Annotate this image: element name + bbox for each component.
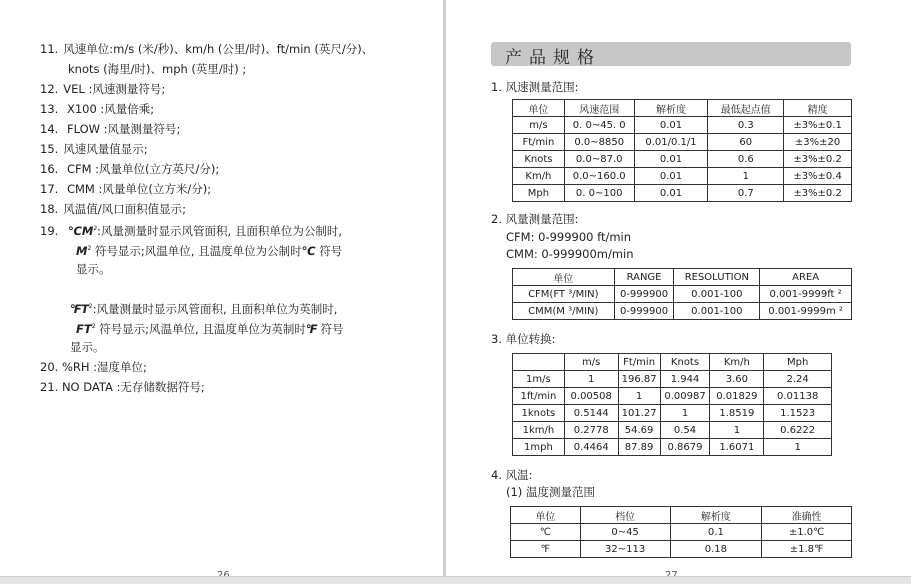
item-text: 显示。 [70, 340, 105, 354]
table-cell: 2.24 [764, 371, 832, 388]
item-text: 显示。 [76, 262, 111, 276]
table-cell: Ft/min [513, 134, 565, 151]
table-cell: 0.01829 [710, 388, 764, 405]
cmm-range: CMM: 0-999900m/min [506, 247, 634, 261]
table-cell: Km/h [513, 168, 565, 185]
table-cell: 0. 0~45. 0 [564, 117, 634, 134]
table-cell: 1mph [513, 439, 565, 456]
column-header: 解析度 [670, 507, 762, 524]
column-header: Km/h [710, 354, 764, 371]
table-cell: Knots [513, 151, 565, 168]
item-text: 符号显示;风温单位, 且温度单位为公制时 [91, 244, 302, 258]
table-cell: 0.6 [708, 151, 784, 168]
table-cell: 0.7 [708, 185, 784, 202]
table-cell: 1 [708, 168, 784, 185]
ft-symbol: ℉T [70, 302, 89, 316]
list-item [40, 182, 211, 196]
fahrenheit-symbol: ℉ [305, 322, 317, 336]
section-1-heading: 1. 风速测量范围: [491, 80, 579, 94]
column-header: AREA [760, 269, 852, 286]
table-cell: CMM(M ³/MIN) [513, 303, 615, 320]
column-header: 档位 [580, 507, 670, 524]
table-cell: 1km/h [513, 422, 565, 439]
table-cell: 1 [710, 422, 764, 439]
item-text: knots (海里/时)、mph (英里/时) ; [68, 62, 247, 76]
table-cell: 1ft/min [513, 388, 565, 405]
table-cell: ±1.8℉ [762, 541, 852, 558]
table-cell: 0.001-100 [674, 303, 760, 320]
table-row [513, 388, 832, 405]
item-number: 11. [40, 42, 59, 56]
table-cell: Mph [513, 185, 565, 202]
wind-speed-table [512, 99, 852, 202]
table-row [513, 117, 852, 134]
ft2-superscript: 2 [91, 323, 96, 330]
item-text: :风量测量时显示风管面积, 且面积单位为英制时, [92, 302, 338, 316]
column-header: 单位 [513, 269, 615, 286]
list-item-19-line5 [76, 320, 343, 336]
item-text: 符号 [316, 322, 344, 336]
table-cell: 0.01 [634, 117, 708, 134]
table-cell: 0. 0~100 [564, 185, 634, 202]
column-header: Mph [764, 354, 832, 371]
table-cell: 1m/s [513, 371, 565, 388]
column-header: Knots [660, 354, 710, 371]
column-header: 单位 [511, 507, 581, 524]
section-2-heading: 2. 风量测量范围: [491, 212, 579, 226]
column-header: 单位 [513, 100, 565, 117]
table-cell: 0.0~87.0 [564, 151, 634, 168]
table-cell: ℃ [511, 524, 581, 541]
table-cell: 0-999900 [614, 303, 674, 320]
table-cell: 0.01 [634, 185, 708, 202]
item-text: X100 :风量倍乘; [63, 102, 155, 116]
table-cell: 101.27 [618, 405, 660, 422]
table-cell: 0.5144 [564, 405, 618, 422]
section-4-heading: 4. 风温: [491, 468, 533, 482]
table-cell: CFM(FT ³/MIN) [513, 286, 615, 303]
table-row [513, 405, 832, 422]
table-row [511, 524, 852, 541]
column-header: 准确性 [762, 507, 852, 524]
item-number: 14. [40, 122, 59, 136]
list-item-21 [40, 380, 205, 394]
table-cell: 0.3 [708, 117, 784, 134]
column-header: Ft/min [618, 354, 660, 371]
cm-symbol: ℃M [67, 224, 94, 238]
table-row [513, 168, 852, 185]
item-text: VEL :风速测量符号; [63, 82, 166, 96]
table-row [513, 371, 832, 388]
celsius-symbol: ℃ [301, 244, 316, 258]
item-number: 17. [40, 182, 59, 196]
table-cell: 196.87 [618, 371, 660, 388]
list-item [40, 82, 165, 96]
m-superscript: 2 [87, 245, 92, 252]
table-cell: 0.6222 [764, 422, 832, 439]
table-cell: 1.944 [660, 371, 710, 388]
table-cell: 1knots [513, 405, 565, 422]
item-text: %RH :湿度单位; [58, 360, 147, 374]
list-item [40, 162, 219, 176]
list-item [40, 142, 148, 156]
air-volume-table [512, 268, 852, 320]
item-number: 15. [40, 142, 59, 156]
list-item [40, 102, 154, 116]
table-cell: 0.0~8850 [564, 134, 634, 151]
item-number: 21. [40, 380, 59, 394]
list-item [40, 202, 186, 216]
column-header: RANGE [614, 269, 674, 286]
table-header-row [513, 100, 852, 117]
item-text: 风温值/风口面积值显示; [63, 202, 187, 216]
item-text: 风速单位:m/s (米/秒)、km/h (公里/时)、ft/min (英尺/分)、 [63, 42, 374, 56]
table-cell: 0.1 [670, 524, 762, 541]
table-cell: 1 [618, 388, 660, 405]
column-header: 解析度 [634, 100, 708, 117]
column-header: 风速范围 [564, 100, 634, 117]
table-header-row [511, 507, 852, 524]
table-cell: 0.01/0.1/1 [634, 134, 708, 151]
item-number: 12. [40, 82, 59, 96]
table-row [511, 541, 852, 558]
table-cell: ±3%±0.2 [784, 151, 852, 168]
temperature-table [510, 506, 852, 558]
list-item-19-line4 [70, 300, 337, 316]
table-cell: 0.001-100 [674, 286, 760, 303]
list-item [40, 42, 373, 56]
column-header: RESOLUTION [674, 269, 760, 286]
bottom-strip [0, 576, 911, 584]
table-cell: 60 [708, 134, 784, 151]
item-text: 符号 [315, 244, 343, 258]
table-header-row [513, 269, 852, 286]
item-number: 18. [40, 202, 59, 216]
item-number: 20. [40, 360, 59, 374]
table-cell: 1.1523 [764, 405, 832, 422]
table-cell: 0.54 [660, 422, 710, 439]
table-cell: ±3%±0.1 [784, 117, 852, 134]
column-header: 精度 [784, 100, 852, 117]
list-item-19-line3 [76, 262, 111, 276]
table-cell: 0.001-9999ft ² [760, 286, 852, 303]
list-item-19-line2 [76, 242, 342, 258]
item-number: 16. [40, 162, 59, 176]
item-text: NO DATA :无存储数据符号; [61, 380, 205, 394]
table-cell: 0.2778 [564, 422, 618, 439]
section-title: 产品规格 [505, 48, 601, 68]
table-row [513, 151, 852, 168]
table-cell: 0.01 [634, 151, 708, 168]
table-cell: 1 [660, 405, 710, 422]
table-cell: 0-999900 [614, 286, 674, 303]
table-cell: 0.01138 [764, 388, 832, 405]
table-header-row [513, 354, 832, 371]
column-header: m/s [564, 354, 618, 371]
item-number: 19. [40, 224, 59, 238]
table-row [513, 134, 852, 151]
list-item-20 [40, 360, 147, 374]
table-cell: 54.69 [618, 422, 660, 439]
ft2-symbol: FT [76, 322, 92, 336]
table-row [513, 185, 852, 202]
table-cell: 1.6071 [710, 439, 764, 456]
table-cell: ±3%±20 [784, 134, 852, 151]
table-row [513, 303, 852, 320]
table-cell: 32~113 [580, 541, 670, 558]
list-item [40, 122, 180, 136]
table-cell: 0.4464 [564, 439, 618, 456]
table-cell: 0.01 [634, 168, 708, 185]
table-cell: ±3%±0.2 [784, 185, 852, 202]
table-row [513, 439, 832, 456]
section-3-heading: 3. 单位转换: [491, 332, 556, 346]
item-text: CFM :风量单位(立方英尺/分); [63, 162, 220, 176]
table-cell: 1 [564, 371, 618, 388]
table-cell: 0.18 [670, 541, 762, 558]
table-row [513, 422, 832, 439]
table-cell: 87.89 [618, 439, 660, 456]
column-header: 最低起点值 [708, 100, 784, 117]
section-title-bar [491, 42, 851, 66]
table-cell: ±1.0℃ [762, 524, 852, 541]
table-cell: ±3%±0.4 [784, 168, 852, 185]
table-cell: 0.00987 [660, 388, 710, 405]
list-item-19-line6 [70, 340, 105, 354]
table-cell: 3.60 [710, 371, 764, 388]
item-text: CMM :风量单位(立方米/分); [63, 182, 212, 196]
unit-conversion-table [512, 353, 832, 456]
table-cell: 0.001-9999m ² [760, 303, 852, 320]
table-row [513, 286, 852, 303]
list-item [68, 62, 246, 76]
ft-superscript: 2 [88, 303, 93, 310]
table-cell: 0.8679 [660, 439, 710, 456]
item-text: :风量测量时显示风管面积, 且面积单位为公制时, [97, 224, 342, 238]
table-cell: 1.8519 [710, 405, 764, 422]
table-cell: 0.00508 [564, 388, 618, 405]
m-symbol: M [76, 244, 88, 258]
table-cell: 0.0~160.0 [564, 168, 634, 185]
table-cell: m/s [513, 117, 565, 134]
cm-superscript: 2 [93, 225, 98, 232]
cfm-range: CFM: 0-999900 ft/min [506, 230, 632, 244]
table-cell: 0~45 [580, 524, 670, 541]
table-cell: ℉ [511, 541, 581, 558]
table-cell: 1 [764, 439, 832, 456]
item-text: 风速风量值显示; [63, 142, 148, 156]
item-text: 符号显示;风温单位, 且温度单位为英制时 [95, 322, 306, 336]
list-item-19 [40, 222, 342, 238]
section-4-subheading: (1) 温度测量范围 [506, 485, 595, 499]
item-text: FLOW :风量测量符号; [63, 122, 181, 136]
column-header [513, 354, 565, 371]
item-number: 13. [40, 102, 59, 116]
